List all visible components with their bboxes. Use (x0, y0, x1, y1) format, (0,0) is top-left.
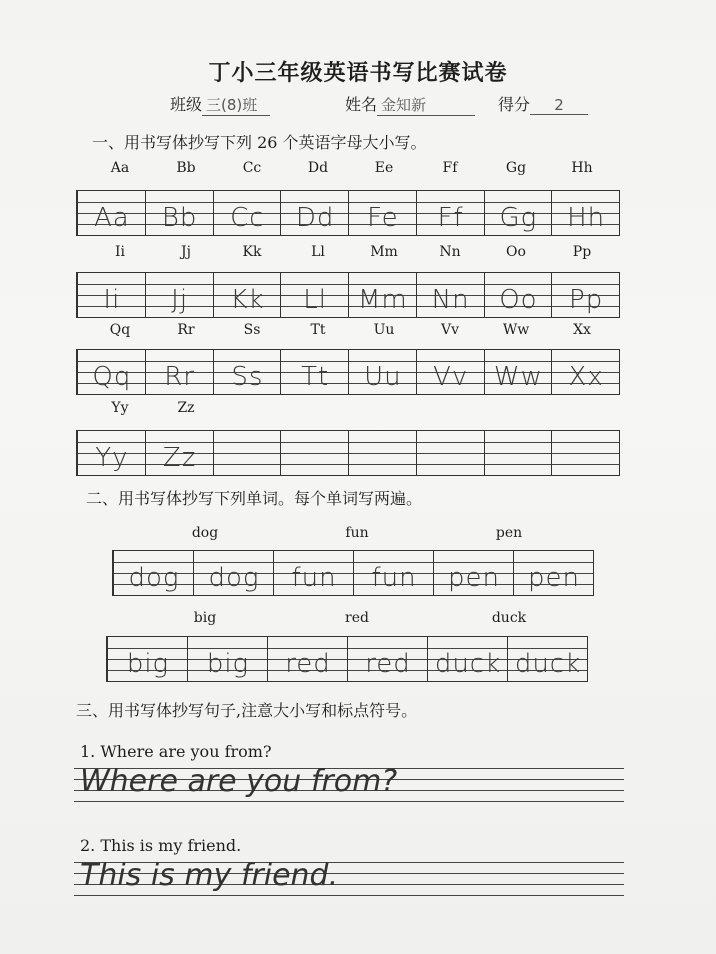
handwritten-answer: pen (528, 563, 580, 593)
grid-cell (416, 350, 485, 394)
handwritten-answer: Pp (569, 285, 604, 315)
section2-heading: 二、用书写体抄写下列单词。每个单词写两遍。 (86, 489, 423, 508)
letter-label: Jj (181, 244, 191, 260)
handwritten-answer: red (285, 649, 331, 679)
letter-label: Cc (242, 160, 262, 176)
grid-cell (145, 431, 214, 475)
handwritten-answer: big (126, 649, 170, 679)
sentence-guide-line (74, 801, 624, 802)
letter-label: Ww (502, 322, 530, 338)
grid-cell (213, 350, 282, 394)
letter-label: Ll (311, 244, 325, 260)
grid-cell (353, 551, 434, 595)
letter-label: Nn (439, 244, 461, 260)
grid-cell (193, 551, 274, 595)
handwritten-answer: Hh (567, 203, 606, 233)
letter-label: Zz (177, 400, 195, 416)
grid-cell (213, 273, 282, 317)
grid-cell (551, 191, 620, 235)
sentence-prompt: 1. Where are you from? (80, 742, 272, 761)
letter-label: Xx (573, 322, 591, 338)
section1-heading: 一、用书写体抄写下列 26 个英语字母大小写。 (92, 133, 427, 152)
word-row-1 (112, 550, 594, 596)
letter-label: Yy (111, 400, 129, 416)
grid-cell (77, 273, 146, 317)
handwritten-answer: Nn (431, 285, 470, 315)
handwritten-answer: pen (448, 563, 500, 593)
grid-cell (484, 273, 553, 317)
grid-cell (416, 273, 485, 317)
handwritten-answer: Fe (367, 203, 399, 233)
grid-cell (507, 637, 588, 681)
grid-cell (416, 431, 485, 475)
handwritten-answer: dog (208, 563, 260, 593)
page-title: 丁小三年级英语书写比赛试卷 (208, 60, 508, 86)
word-label: duck (491, 610, 527, 626)
handwritten-answer: Ii (103, 285, 121, 315)
handwritten-answer: Ll (303, 285, 327, 315)
handwritten-sentence: This is my friend. (80, 858, 339, 893)
grid-cell (213, 191, 282, 235)
letter-label: Qq (109, 322, 131, 338)
grid-cell (145, 350, 214, 394)
score-field (498, 92, 588, 115)
grid-cell (513, 551, 594, 595)
sentence-guide-line (74, 895, 624, 896)
class-label: 班级 (170, 95, 203, 114)
handwritten-answer: Jj (171, 285, 189, 315)
letter-label: Ff (442, 160, 458, 176)
word-label: big (193, 610, 217, 626)
letter-row-1 (76, 190, 620, 236)
handwritten-answer: Oo (499, 285, 538, 315)
class-field (170, 92, 270, 116)
handwritten-answer: Mm (357, 285, 408, 315)
grid-cell (145, 191, 214, 235)
handwritten-answer: Ss (231, 362, 264, 392)
grid-cell (280, 273, 349, 317)
handwritten-answer: duck (514, 649, 582, 679)
grid-cell (187, 637, 268, 681)
handwritten-answer: fun (371, 563, 417, 593)
grid-cell (213, 431, 282, 475)
sentence-prompt: 2. This is my friend. (80, 836, 242, 855)
grid-cell (280, 350, 349, 394)
grid-cell (484, 350, 553, 394)
letter-label: Ee (374, 160, 394, 176)
letter-label: Hh (571, 160, 593, 176)
grid-cell (348, 191, 417, 235)
name-label: 姓名 (345, 95, 378, 114)
grid-cell (347, 637, 428, 681)
handwritten-answer: dog (128, 563, 180, 593)
letter-row-4 (76, 430, 620, 476)
class-value: 三(8)班 (202, 94, 270, 116)
section3-heading: 三、用书写体抄写句子,注意大小写和标点符号。 (76, 701, 418, 720)
letter-label: Ss (243, 322, 261, 338)
letter-label: Aa (110, 160, 130, 176)
handwritten-answer: big (206, 649, 250, 679)
letter-label: Oo (506, 244, 526, 260)
letter-label: Rr (177, 322, 195, 338)
letter-label: Ii (114, 244, 125, 260)
grid-cell (427, 637, 508, 681)
grid-cell (551, 350, 620, 394)
handwritten-answer: fun (291, 563, 337, 593)
grid-cell (145, 273, 214, 317)
grid-cell (107, 637, 188, 681)
handwritten-answer: Ww (493, 362, 543, 392)
grid-cell (77, 350, 146, 394)
letter-label: Tt (310, 322, 326, 338)
grid-cell (348, 431, 417, 475)
word-label: fun (345, 525, 369, 541)
grid-cell (484, 431, 553, 475)
handwritten-answer: Vv (433, 362, 469, 392)
grid-cell (416, 191, 485, 235)
score-label: 得分 (498, 95, 531, 114)
handwritten-answer: Zz (162, 443, 197, 473)
handwritten-answer: Tt (301, 362, 330, 392)
letter-label: Mm (370, 244, 398, 260)
handwritten-answer: Qq (92, 362, 132, 392)
score-value: 2 (530, 96, 588, 115)
grid-cell (77, 431, 146, 475)
handwritten-answer: Gg (499, 203, 538, 233)
letter-label: Vv (440, 322, 460, 338)
handwritten-answer: Kk (230, 285, 265, 315)
grid-cell (551, 273, 620, 317)
handwritten-answer: Cc (230, 203, 265, 233)
name-value: 金知新 (377, 94, 475, 116)
grid-cell (280, 191, 349, 235)
handwritten-answer: Yy (95, 443, 129, 473)
handwritten-sentence: Where are you from? (80, 764, 398, 799)
letter-label: Kk (242, 244, 262, 260)
handwritten-answer: red (365, 649, 411, 679)
handwritten-answer: Uu (364, 362, 402, 392)
grid-cell (433, 551, 514, 595)
grid-cell (551, 431, 620, 475)
word-label: dog (191, 525, 219, 541)
letter-label: Gg (505, 160, 527, 176)
handwritten-answer: Aa (94, 203, 130, 233)
letter-label: Pp (572, 244, 592, 260)
letter-row-3 (76, 349, 620, 395)
handwritten-answer: Bb (161, 203, 198, 233)
handwritten-answer: Dd (295, 203, 335, 233)
handwritten-answer: duck (434, 649, 502, 679)
letter-row-2 (76, 272, 620, 318)
grid-cell (348, 273, 417, 317)
word-row-2 (106, 636, 588, 682)
grid-cell (273, 551, 354, 595)
handwritten-answer: Ff (437, 203, 464, 233)
grid-cell (280, 431, 349, 475)
letter-label: Bb (176, 160, 196, 176)
word-label: pen (495, 525, 523, 541)
handwritten-answer: Xx (568, 362, 604, 392)
grid-cell (484, 191, 553, 235)
grid-cell (348, 350, 417, 394)
letter-label: Uu (373, 322, 395, 338)
name-field (345, 92, 475, 116)
grid-cell (267, 637, 348, 681)
grid-cell (77, 191, 146, 235)
letter-label: Dd (307, 160, 329, 176)
handwritten-answer: Rr (164, 362, 195, 392)
word-label: red (345, 610, 369, 626)
grid-cell (113, 551, 194, 595)
